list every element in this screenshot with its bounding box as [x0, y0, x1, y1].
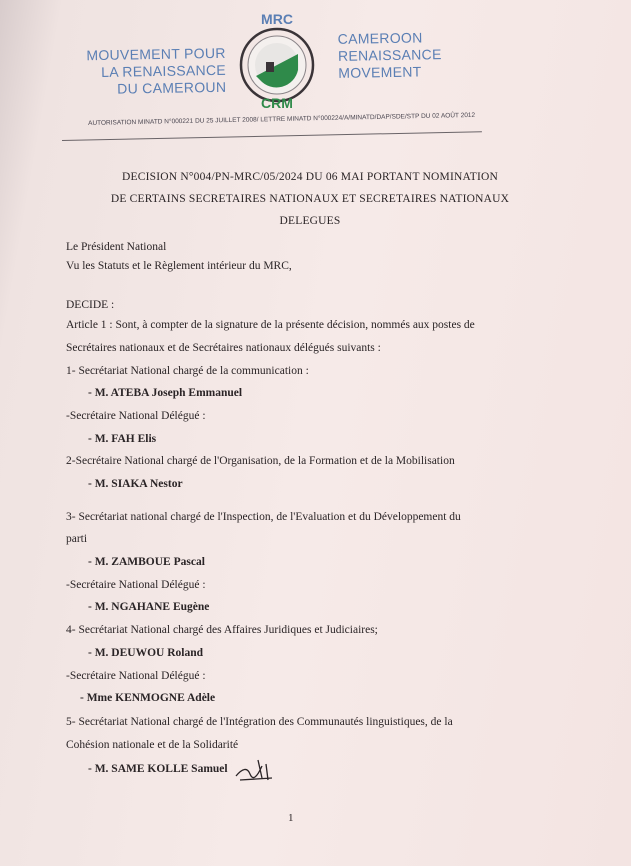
authorization-line: AUTORISATION MINATD N°000221 DU 25 JUILLET 2008/ LETTRE MINATD N°000224/A/MINATD/DAP/SDE/STP DU 02 AOÛT 2012: [88, 111, 476, 127]
body-line: -Secrétaire National Délégué :: [66, 410, 206, 422]
body-line: -Secrétaire National Délégué :: [66, 579, 206, 591]
body-line: Cohésion nationale et de la Solidarité: [66, 739, 239, 751]
decide-heading: DECIDE :: [66, 299, 115, 311]
body-line: 5- Secrétariat National chargé de l'Intégration des Communautés linguistiques, de la: [66, 716, 453, 728]
letterhead-line: MOVEMENT: [338, 63, 422, 81]
logo-bottom-text: CRM: [261, 95, 293, 110]
appointee-name: - M. NGAHANE Eugène: [88, 601, 210, 613]
appointee-name: - M. SAME KOLLE Samuel: [88, 763, 228, 775]
letterhead-line: MOUVEMENT POUR: [86, 44, 226, 64]
appointee-name: - M. DEUWOU Roland: [88, 647, 204, 659]
appointee-name: - M. ATEBA Joseph Emmanuel: [88, 387, 243, 399]
article-1: Secrétaires nationaux et de Secrétaires nationaux délégués suivants :: [66, 342, 381, 354]
preamble-line: Vu les Statuts et le Règlement intérieur du MRC,: [66, 260, 292, 272]
letterhead-line: LA RENAISSANCE: [101, 61, 227, 80]
letterhead-line: CAMEROON: [337, 29, 423, 47]
appointee-name: - M. FAH Elis: [88, 433, 157, 445]
signature-mark: [232, 756, 282, 784]
decision-title: DECISION N°004/PN-MRC/05/2024 DU 06 MAI PORTANT NOMINATION: [122, 171, 498, 183]
body-line: 2-Secrétaire National chargé de l'Organisation, de la Formation et de la Mobilisation: [66, 455, 455, 467]
body-line: parti: [66, 533, 88, 545]
appointee-name: - M. ZAMBOUE Pascal: [88, 556, 205, 568]
body-line: 3- Secrétariat national chargé de l'Inspection, de l'Evaluation et du Développement du: [66, 511, 461, 523]
decision-title: DELEGUES: [279, 215, 341, 227]
decision-title: DE CERTAINS SECRETAIRES NATIONAUX ET SECRETAIRES NATIONAUX: [110, 193, 510, 205]
appointee-name: - Mme KENMOGNE Adèle: [80, 692, 216, 704]
body-line: 4- Secrétariat National chargé des Affaires Juridiques et Judiciaires;: [66, 624, 378, 636]
appointee-name: - M. SIAKA Nestor: [88, 478, 183, 490]
preamble-line: Le Président National: [66, 241, 167, 253]
body-line: 1- Secrétariat National chargé de la communication :: [66, 365, 309, 377]
letterhead-line: RENAISSANCE: [337, 46, 442, 64]
body-line: -Secrétaire National Délégué :: [66, 670, 206, 682]
article-1: Article 1 : Sont, à compter de la signature de la présente décision, nommés aux postes de: [66, 319, 475, 331]
logo-top-text: MRC: [261, 11, 293, 27]
page-number: 1: [288, 812, 294, 824]
letterhead-line: DU CAMEROUN: [117, 78, 227, 97]
